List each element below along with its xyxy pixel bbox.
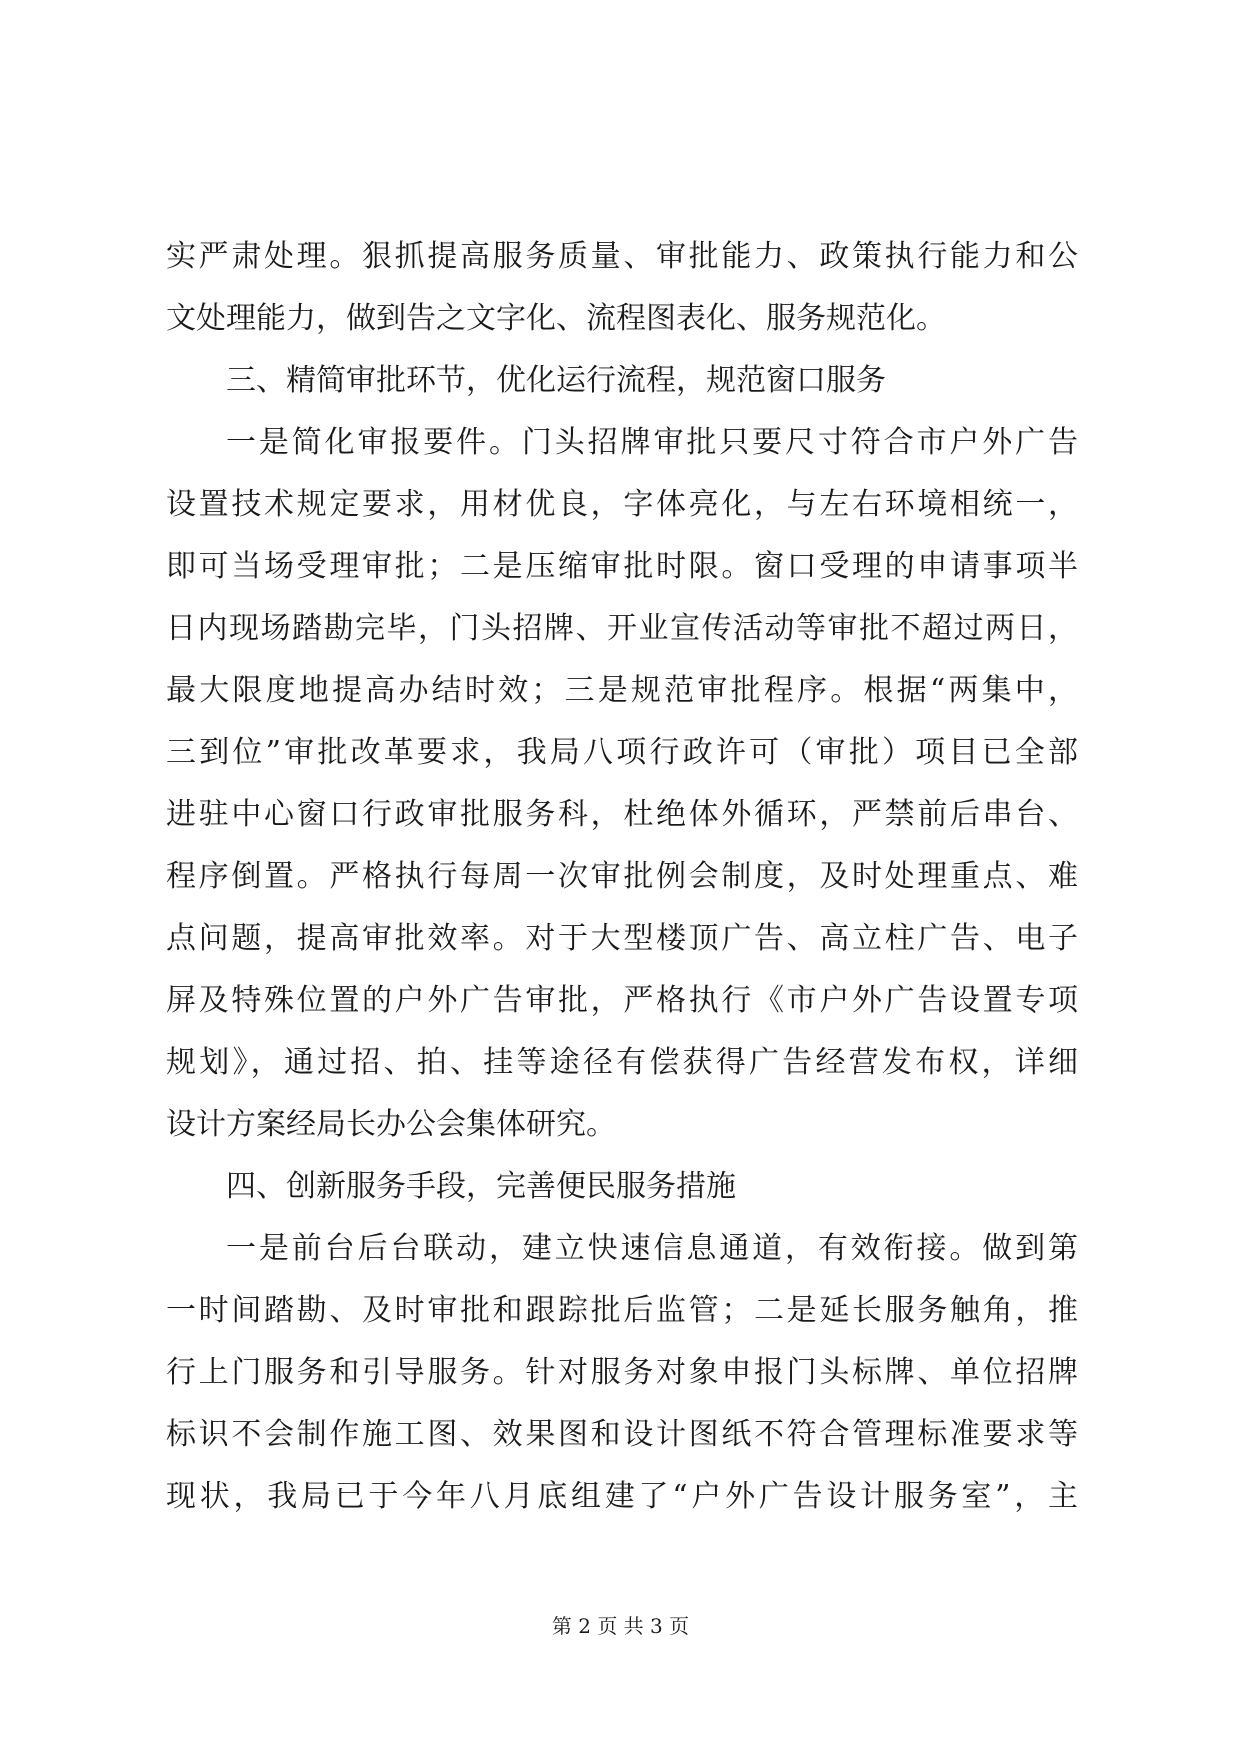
paragraph-line: 即可当场受理审批；二是压缩审批时限。窗口受理的申请事项半: [166, 549, 1078, 584]
paragraph-line: 点问题，提高审批效率。对于大型楼顶广告、高立柱广告、电子: [166, 921, 1078, 956]
paragraph-line: 现状，我局已于今年八月底组建了“户外广告设计服务室”，主: [166, 1479, 1078, 1514]
paragraph-line: 标识不会制作施工图、效果图和设计图纸不符合管理标准要求等: [166, 1417, 1078, 1452]
paragraph-line: 设置技术规定要求，用材优良，字体亮化，与左右环境相统一，: [166, 487, 1078, 522]
body-text: [166, 226, 1078, 1528]
paragraph-line: 程序倒置。严格执行每周一次审批例会制度，及时处理重点、难: [166, 859, 1078, 894]
paragraph-line: 文处理能力，做到告之文字化、流程图表化、服务规范化。: [166, 301, 946, 336]
paragraph-line: 最大限度地提高办结时效；三是规范审批程序。根据“两集中，: [166, 673, 1078, 708]
paragraph-line: 三到位”审批改革要求，我局八项行政许可（审批）项目已全部: [166, 735, 1078, 770]
paragraph-line: 屏及特殊位置的户外广告审批，严格执行《市户外广告设置专项: [166, 983, 1078, 1018]
paragraph-line: 一是前台后台联动，建立快速信息通道，有效衔接。做到第: [226, 1231, 1078, 1266]
paragraph-line: 一是简化审报要件。门头招牌审批只要尺寸符合市户外广告: [226, 425, 1078, 460]
paragraph-line: 规划》，通过招、拍、挂等途径有偿获得广告经营发布权，详细: [166, 1045, 1078, 1080]
paragraph-line: 实严肃处理。狠抓提高服务质量、审批能力、政策执行能力和公: [166, 239, 1078, 274]
section-heading: 四、创新服务手段，完善便民服务措施: [226, 1169, 736, 1204]
paragraph-line: 进驻中心窗口行政审批服务科，杜绝体外循环，严禁前后串台、: [166, 797, 1078, 832]
paragraph-line: 行上门服务和引导服务。针对服务对象申报门头标牌、单位招牌: [166, 1355, 1078, 1390]
section-heading: 三、精简审批环节，优化运行流程，规范窗口服务: [226, 363, 886, 398]
page-number-footer: 第 2 页 共 3 页: [551, 1614, 690, 1638]
paragraph-line: 设计方案经局长办公会集体研究。: [166, 1107, 616, 1142]
paragraph-line: 一时间踏勘、及时审批和跟踪批后监管；二是延长服务触角，推: [166, 1293, 1078, 1328]
paragraph-line: 日内现场踏勘完毕，门头招牌、开业宣传活动等审批不超过两日，: [166, 611, 1078, 646]
